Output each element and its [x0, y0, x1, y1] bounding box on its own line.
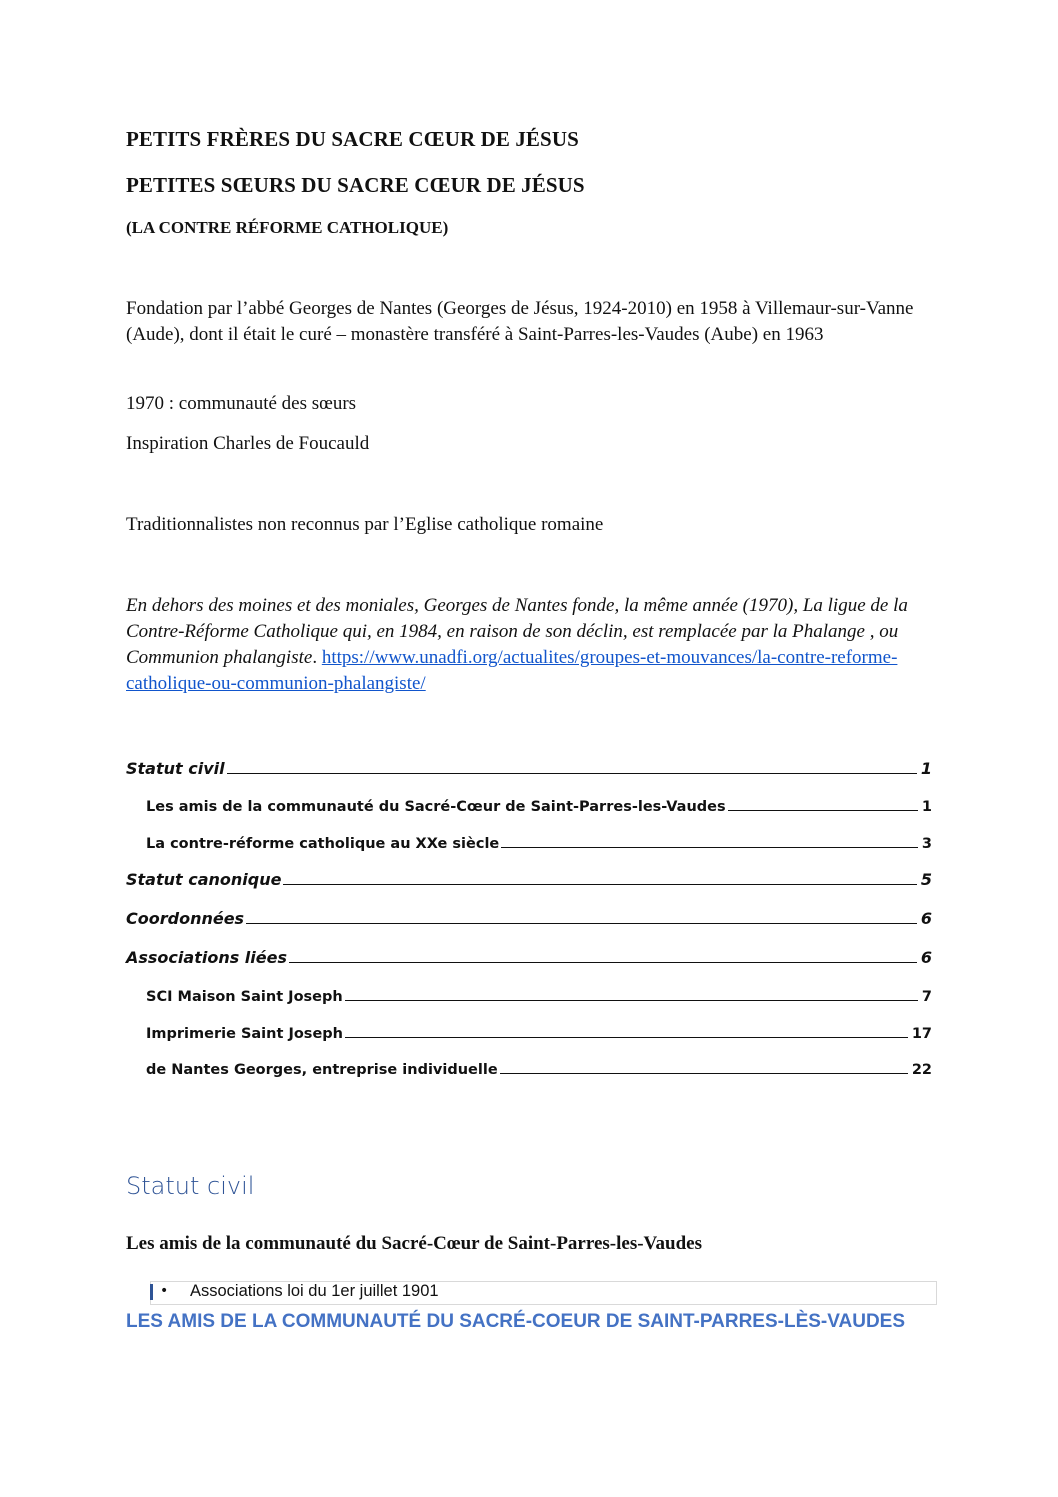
- list-item-marker-bar: [150, 1284, 153, 1300]
- toc-entry-statut-canonique[interactable]: [126, 867, 932, 889]
- toc-leader: [283, 884, 916, 885]
- italic-note-paragraph: [126, 593, 941, 697]
- list-item-association-type: Associations loi du 1er juillet 1901: [190, 1282, 439, 1300]
- toc-label: Statut civil: [126, 759, 225, 778]
- toc-entry-associations-liees[interactable]: [126, 945, 932, 967]
- section-heading-statut-civil: Statut civil: [126, 1172, 255, 1200]
- toc-entry-coordonnees[interactable]: [126, 906, 932, 928]
- document-title-line-3: (LA CONTRE RÉFORME CATHOLIQUE): [126, 218, 449, 237]
- italic-note-text: En dehors des moines et des moniales, Georges de Nantes fonde, la même année (1970), La ligue de la Contre-Réforme Catholique qui, en 1984, en raison de son déclin, est remplacée par la Phalange , ou Communion phalangiste: [126, 595, 908, 668]
- toc-entry-statut-civil[interactable]: [126, 756, 932, 778]
- toc-entry-sci-maison[interactable]: [146, 983, 932, 1005]
- toc-entry-contre-reforme[interactable]: [146, 830, 932, 852]
- toc-leader: [728, 810, 918, 811]
- status-paragraph: Traditionnalistes non reconnus par l’Eglise catholique romaine: [126, 514, 604, 535]
- toc-label: SCI Maison Saint Joseph: [146, 989, 343, 1005]
- toc-entry-imprimerie[interactable]: [146, 1020, 932, 1042]
- toc-page: 22: [911, 1062, 932, 1078]
- toc-page: 1: [920, 759, 932, 778]
- sisters-paragraph: 1970 : communauté des sœurs: [126, 393, 357, 414]
- subheading-les-amis: Les amis de la communauté du Sacré-Cœur de Saint-Parres-les-Vaudes: [126, 1233, 702, 1254]
- toc-leader: [227, 773, 917, 774]
- toc-label: Associations liées: [126, 948, 287, 967]
- document-title-line-1: PETITS FRÈRES DU SACRE CŒUR DE JÉSUS: [126, 127, 579, 151]
- foundation-paragraph: Fondation par l’abbé Georges de Nantes (Georges de Jésus, 1924-2010) en 1958 à Villemaur-sur-Vanne (Aude), dont il était le curé – monastère transféré à Saint-Parres-les-Vaudes (Aube) en 1963: [126, 298, 914, 345]
- italic-note-end: .: [312, 647, 322, 668]
- toc-leader: [345, 1037, 908, 1038]
- toc-entry-les-amis[interactable]: [146, 793, 932, 815]
- toc-label: La contre-réforme catholique au XXe siècle: [146, 836, 500, 852]
- toc-leader: [500, 1073, 908, 1074]
- toc-page: 6: [920, 948, 932, 967]
- inspiration-paragraph: Inspiration Charles de Foucauld: [126, 433, 370, 454]
- toc-label: de Nantes Georges, entreprise individuelle: [146, 1062, 498, 1078]
- toc-leader: [501, 847, 918, 848]
- toc-label: Coordonnées: [126, 909, 245, 928]
- toc-page: 5: [920, 870, 932, 889]
- unadfi-link[interactable]: https://www.unadfi.org/actualites/groupes-et-mouvances/la-contre-reforme-catholique-ou-communion-phalangiste/: [126, 647, 898, 694]
- toc-leader: [246, 923, 917, 924]
- toc-label: Imprimerie Saint Joseph: [146, 1026, 343, 1042]
- toc-leader: [345, 1000, 918, 1001]
- toc-page: 1: [921, 799, 932, 815]
- bullet-icon: •: [160, 1283, 169, 1299]
- toc-page: 6: [920, 909, 932, 928]
- toc-label: Les amis de la communauté du Sacré-Cœur de Saint-Parres-les-Vaudes: [146, 799, 726, 815]
- association-name-heading: LES AMIS DE LA COMMUNAUTÉ DU SACRÉ-COEUR DE SAINT-PARRES-LÈS-VAUDES: [126, 1311, 906, 1332]
- toc-leader: [289, 962, 917, 963]
- document-title-line-2: PETITES SŒURS DU SACRE CŒUR DE JÉSUS: [126, 173, 585, 197]
- toc-label: Statut canonique: [126, 870, 282, 889]
- toc-entry-de-nantes[interactable]: [146, 1056, 932, 1078]
- toc-page: 3: [921, 836, 932, 852]
- toc-page: 7: [921, 989, 932, 1005]
- toc-page: 17: [911, 1026, 932, 1042]
